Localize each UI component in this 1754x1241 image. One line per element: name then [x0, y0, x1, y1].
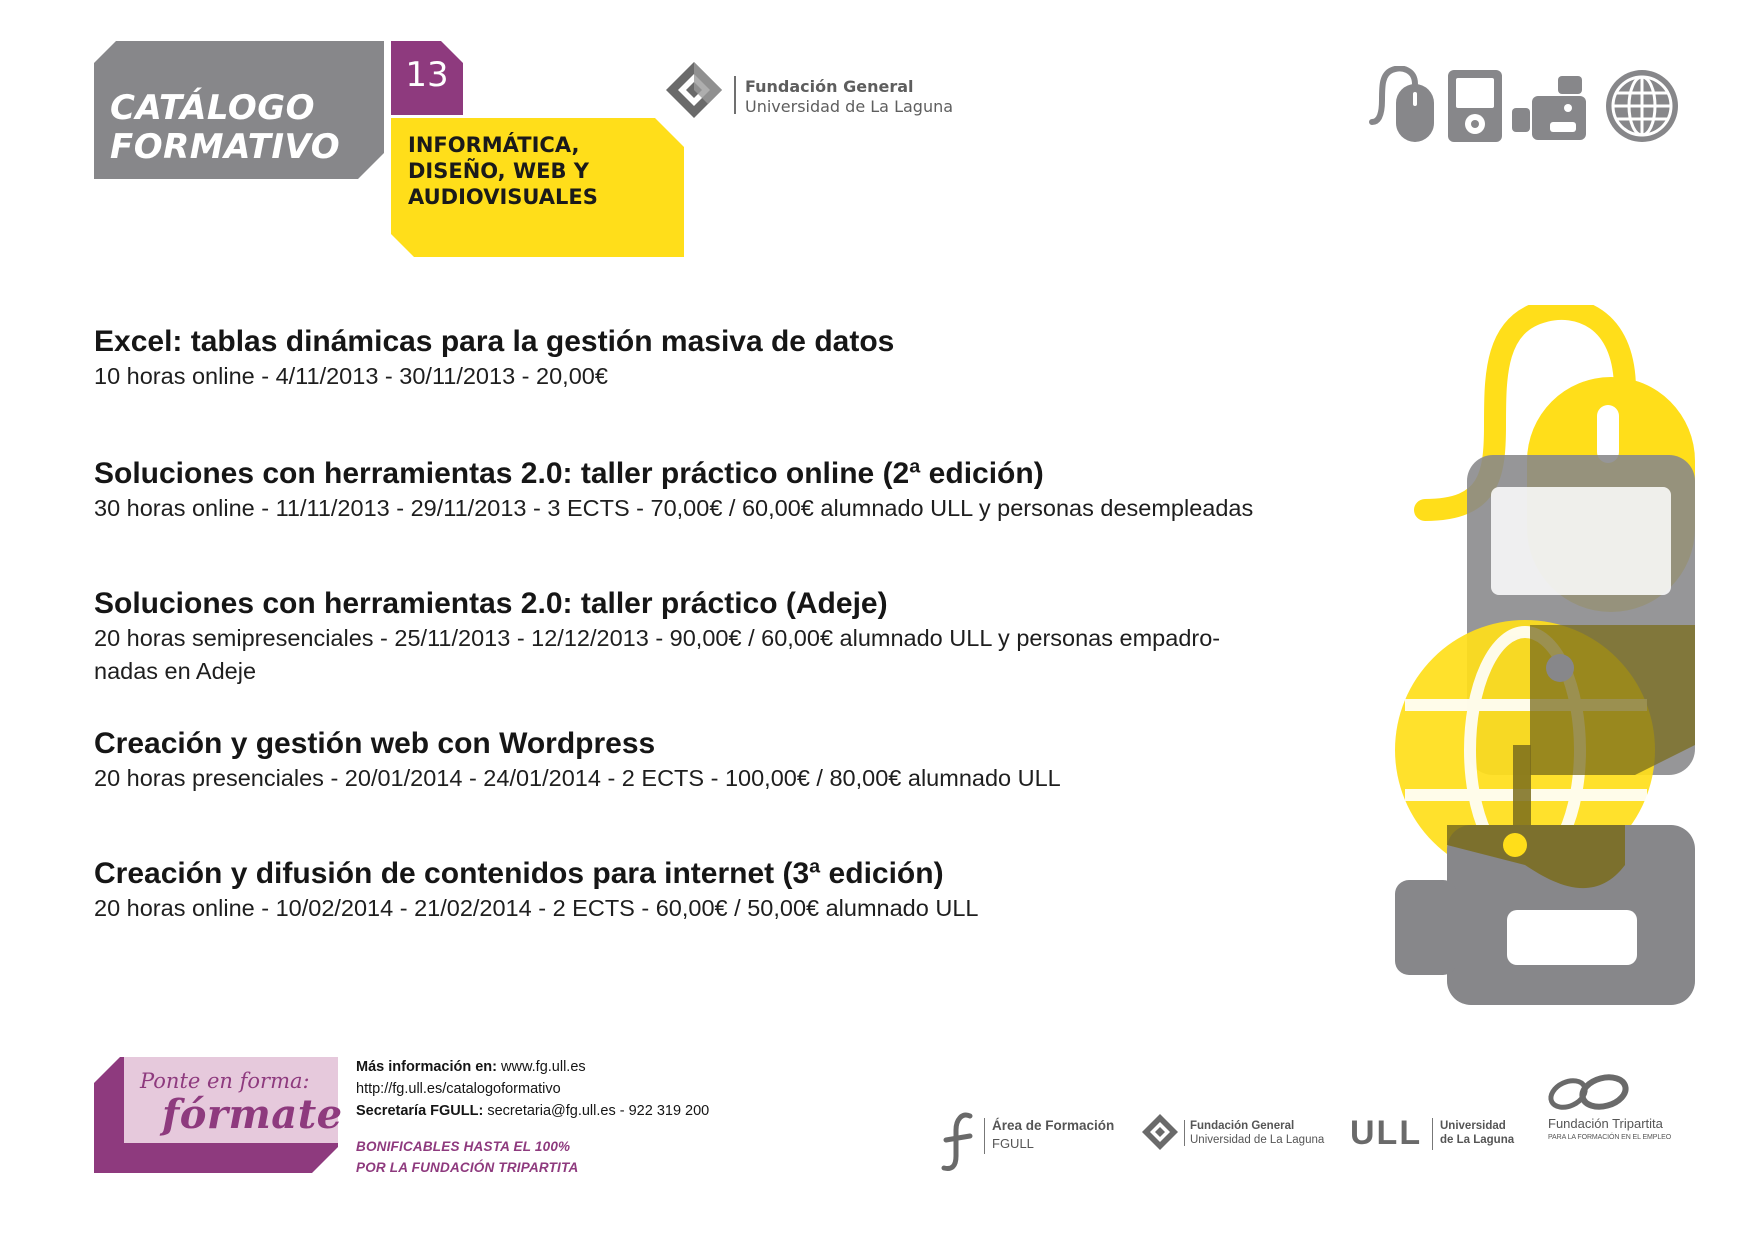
globe-icon [1602, 66, 1682, 146]
course-details-continued: nadas en Adeje [94, 658, 257, 684]
fundacion-logo-divider [734, 76, 736, 114]
area-formacion-line2: FGULL [992, 1136, 1034, 1151]
ull-logo [1350, 1110, 1520, 1174]
area-formacion-logo [940, 1110, 1120, 1174]
fundacion-name-line2: Universidad de La Laguna [745, 97, 954, 116]
area-title [408, 132, 598, 210]
course-details: 20 horas presenciales - 20/01/2014 - 24/01/2014 - 2 ECTS - 100,00€ / 80,00€ alumnado ULL [94, 765, 1061, 791]
ull-name-line1: Universidad [1440, 1120, 1506, 1132]
catalog-title-line2: FORMATIVO [110, 127, 341, 167]
area-title-line3: AUDIOVISUALES [408, 185, 598, 209]
bonificables-note [356, 1136, 578, 1178]
area-title-line2: DISEÑO, WEB Y [408, 159, 590, 183]
course-item [94, 586, 1334, 688]
contact-info [356, 1056, 816, 1122]
secretaria-contact[interactable]: secretaria@fg.ull.es - 922 319 200 [483, 1103, 710, 1119]
decorative-illustration [1395, 305, 1695, 1005]
media-player-icon [1448, 66, 1504, 146]
ponte-en-forma-badge [94, 1057, 343, 1173]
page-number-badge [391, 41, 463, 115]
info-web-label: Más información en: [356, 1059, 497, 1075]
bonificables-line2: POR LA FUNDACIÓN TRIPARTITA [356, 1160, 579, 1175]
category-icons [1368, 66, 1688, 146]
page-number: 13 [405, 55, 449, 95]
bonificables-line1: BONIFICABLES HASTA EL 100% [356, 1139, 571, 1154]
area-formacion-mark-icon [940, 1110, 980, 1174]
fundacion-logo [664, 60, 954, 136]
course-item [94, 726, 1334, 795]
catalog-url[interactable]: http://fg.ull.es/catalogoformativo [356, 1081, 561, 1097]
ponte-tagline: Ponte en forma: [140, 1069, 310, 1093]
fundacion-mark-icon [664, 60, 724, 136]
mouse-icon [1368, 66, 1438, 146]
fundacion-name-line1: Fundación General [745, 77, 914, 96]
course-details: 10 horas online - 4/11/2013 - 30/11/2013 - 20,00€ [94, 363, 608, 389]
catalog-title [110, 89, 340, 167]
course-title: Excel: tablas dinámicas para la gestión masiva de datos [94, 325, 895, 358]
course-details: 20 horas semipresenciales - 25/11/2013 - 12/12/2013 - 90,00€ / 60,00€ alumnado ULL y personas empadro- [94, 625, 1221, 651]
tripartita-logo [1538, 1072, 1678, 1176]
area-title-line1: INFORMÁTICA, [408, 133, 580, 157]
info-web-link[interactable]: www.fg.ull.es [497, 1059, 586, 1075]
course-title: Soluciones con herramientas 2.0: taller práctico online (2ª edición) [94, 457, 1044, 490]
video-camera-icon [1510, 66, 1590, 146]
fundacion-footer-line2: Universidad de La Laguna [1190, 1134, 1325, 1146]
course-item [94, 324, 1334, 393]
formate-tagline: fórmate [162, 1091, 343, 1138]
fundacion-footer-line1: Fundación General [1190, 1120, 1295, 1132]
tripartita-name: Fundación Tripartita [1548, 1116, 1663, 1131]
course-details: 20 horas online - 10/02/2014 - 21/02/2014 - 2 ECTS - 60,00€ / 50,00€ alumnado ULL [94, 895, 979, 921]
area-formacion-line1: Área de Formación [992, 1118, 1115, 1133]
secretaria-label: Secretaría FGULL: [356, 1103, 484, 1119]
ull-name-line2: de La Laguna [1440, 1134, 1515, 1146]
fundacion-footer-mark-icon [1140, 1112, 1180, 1162]
course-title: Creación y difusión de contenidos para internet (3ª edición) [94, 857, 944, 890]
ull-mark: ULL [1350, 1114, 1423, 1152]
tripartita-subtitle: PARA LA FORMACIÓN EN EL EMPLEO [1548, 1134, 1672, 1141]
area-badge [391, 118, 684, 257]
catalog-title-line1: CATÁLOGO [110, 88, 316, 128]
course-title: Soluciones con herramientas 2.0: taller práctico (Adeje) [94, 587, 888, 620]
tripartita-mark-icon [1538, 1072, 1638, 1116]
info-line-web [356, 1056, 816, 1078]
fundacion-footer-logo [1140, 1110, 1340, 1174]
course-item [94, 856, 1334, 925]
info-line-secretaria [356, 1100, 816, 1122]
catalog-badge [94, 41, 384, 179]
course-item [94, 456, 1334, 525]
course-details: 30 horas online - 11/11/2013 - 29/11/2013 - 3 ECTS - 70,00€ / 60,00€ alumnado ULL y personas desempleadas [94, 495, 1254, 521]
course-title: Creación y gestión web con Wordpress [94, 727, 656, 760]
